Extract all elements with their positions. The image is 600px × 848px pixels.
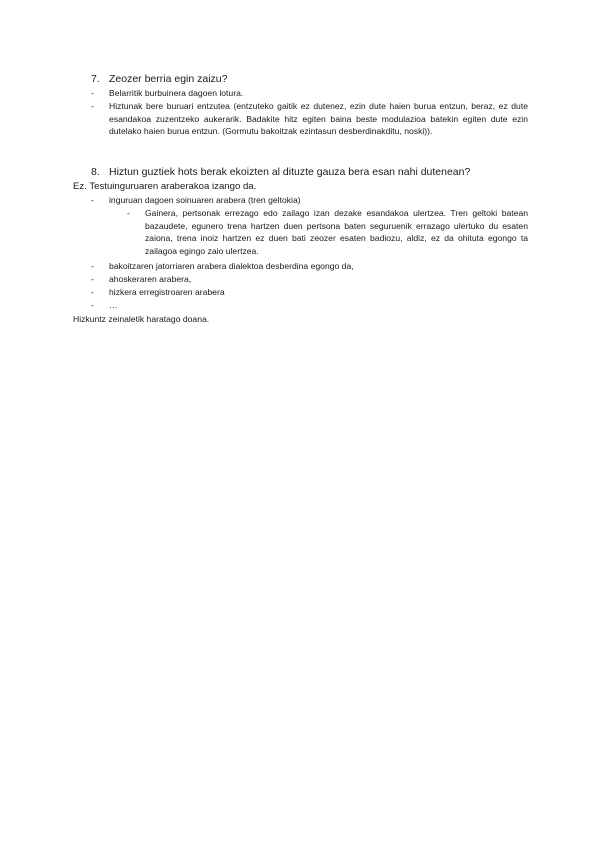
question-number: 7. bbox=[91, 73, 100, 85]
list-item-text: ahoskeraren arabera, bbox=[109, 274, 192, 284]
list-item-text: inguruan dagoen soinuaren arabera (tren geltokia) bbox=[109, 195, 301, 205]
list-item-text: Hiztunak bere buruari entzutea (entzuteko gaitik ez dutenez, ezin dute haien burua entzun, beraz, ez dute esandakoa zuzentzeko aukerarik. Badakite hitz egiten baina beste modulazioa batekin egiten dute ezin dutelako haien burua entzun. (Gormutu bakoitzak ezintasun desberdinakditu, noski)). bbox=[109, 101, 528, 137]
bullet-dash: - bbox=[127, 208, 130, 218]
question-text: Zeozer berria egin zaizu? bbox=[109, 73, 228, 85]
bullet-dash: - bbox=[91, 101, 94, 111]
bullet-dash: - bbox=[91, 300, 94, 310]
bullet-dash: - bbox=[91, 261, 94, 271]
bullet-dash: - bbox=[91, 274, 94, 284]
list-item-text: bakoitzaren jatorriaren arabera dialektoa desberdina egongo da, bbox=[109, 261, 354, 271]
closing-line: Hizkuntz zeinaletik haratago doana. bbox=[73, 314, 210, 324]
sub-list-item-text: Gainera, pertsonak errezago edo zailago izan dezake esandakoa ulertzea. Tren geltoki batean bazaudete, egunero trena hartzen duen pertsona baten seguruenik errazago ulertuko du esaten zaiona, trena inoiz hartzen ez duen bati zeozer esaten badiozu, aldiz, ez da ohituta egongo ta zailagoa egingo zaio ulertzea. bbox=[145, 208, 528, 256]
list-item-text: hizkera erregistroaren arabera bbox=[109, 287, 225, 297]
question-number: 8. bbox=[91, 166, 100, 178]
bullet-dash: - bbox=[91, 88, 94, 98]
bullet-dash: - bbox=[91, 195, 94, 205]
list-item-text: … bbox=[109, 300, 118, 310]
list-item-text: Belarritik burbuinera dagoen lotura. bbox=[109, 88, 244, 98]
bullet-dash: - bbox=[91, 287, 94, 297]
answer-lead: Ez. Testuinguruaren araberakoa izango da. bbox=[73, 181, 257, 192]
question-text: Hiztun guztiek hots berak ekoizten al dituzte gauza bera esan nahi dutenean? bbox=[109, 166, 471, 178]
